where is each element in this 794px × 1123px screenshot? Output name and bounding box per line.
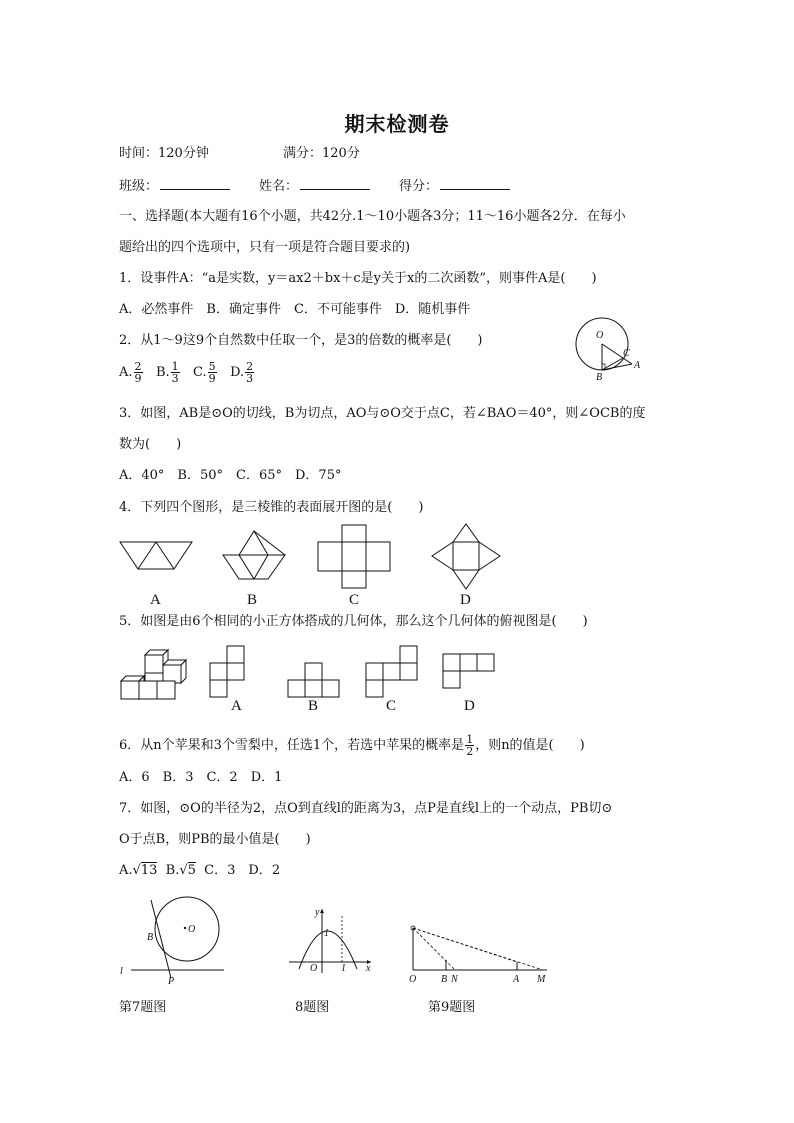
name-blank[interactable] xyxy=(300,177,370,190)
fig9 xyxy=(405,920,550,985)
q4-stem: 4．下列四个图形，是三棱锥的表面展开图的是( ) xyxy=(119,500,424,515)
q4-net-b xyxy=(223,531,285,579)
q6-stem: 6．从n个苹果和3个雪梨中，任选1个，若选中苹果的概率是 $\frac{1}{2}$ ，则n的值是( ) xyxy=(119,733,585,758)
q2-option-b: B. $\frac{1}{3}$ xyxy=(155,360,179,385)
fig9-label-b: B xyxy=(441,974,448,985)
q5-view-d xyxy=(443,654,494,688)
fig9-line-to-n xyxy=(413,928,455,970)
section1-line2: 题给出的四个选项中，只有一项是符合题目要求的) xyxy=(119,240,411,255)
fig9-label-n: N xyxy=(451,974,458,985)
fig8-label-origin: O xyxy=(310,963,318,974)
q5-caption-b: B xyxy=(308,698,319,714)
fig7-label-p: P xyxy=(168,976,175,987)
q5-view-b xyxy=(288,663,339,697)
class-field xyxy=(119,177,230,195)
fig7-center-dot xyxy=(184,927,186,929)
section1-line1: 一、选择题(本大题有16个小题，共42分.1～10小题各3分；11～16小题各2分．在每小 xyxy=(119,209,626,224)
q2-option-d: D. $\frac{2}{3}$ xyxy=(230,360,254,385)
full-score: 满分：120分 xyxy=(283,146,360,161)
q5-stem: 5．如图是由6个相同的小正方体搭成的几何体，那么这个几何体的俯视图是( ) xyxy=(119,614,588,629)
q3-label-b: B xyxy=(596,372,603,383)
q4-net-a xyxy=(120,542,192,569)
q7-line2: O于点B，则PB的最小值是( ) xyxy=(119,832,311,847)
name-label: 姓名： xyxy=(259,179,299,194)
q4-caption-d: D xyxy=(460,592,471,608)
fig8-label-y: y xyxy=(315,907,320,918)
q6-options: A．6 B．3 C．2 D．1 xyxy=(119,770,283,785)
q3-line1: 3．如图，AB是⊙O的切线，B为切点，AO与⊙O交于点C，若∠BAO＝40°，则∠OCB的度 xyxy=(119,406,646,421)
q3-options: A．40° B．50° C．65° D．75° xyxy=(119,468,342,483)
fig8-label-one-x: 1 xyxy=(341,963,346,974)
points-label: 得分： xyxy=(399,179,439,194)
q5-caption-d: D xyxy=(464,698,475,714)
q3-figure xyxy=(570,318,650,383)
q2-options xyxy=(119,361,255,384)
fig8 xyxy=(285,905,375,975)
fig7-label-o: O xyxy=(188,924,196,935)
fig9-caption: 第9题图 xyxy=(428,1000,476,1015)
fig7-label-l: l xyxy=(120,966,123,977)
q3-line2: 数为( ) xyxy=(119,437,182,452)
fig7-tangent xyxy=(151,900,171,978)
q3-label-a: A xyxy=(634,360,641,371)
class-label: 班级： xyxy=(119,179,159,194)
q2-option-c: C. $\frac{5}{9}$ xyxy=(193,360,216,385)
q5-view-c xyxy=(366,646,417,697)
page-title: 期末检测卷 xyxy=(344,112,450,136)
fig8-caption: 8题图 xyxy=(295,1000,330,1015)
q5-solid xyxy=(121,650,186,699)
q5-caption-c: C xyxy=(386,698,397,714)
points-blank[interactable] xyxy=(440,177,510,190)
q4-caption-b: B xyxy=(247,592,258,608)
q4-figures xyxy=(119,523,504,595)
q1-stem: 1．设事件A：“a是实数，y＝ax2＋bx＋c是y关于x的二次函数”，则事件A是( ) xyxy=(119,271,597,286)
class-blank[interactable] xyxy=(160,177,230,190)
fig9-label-m: M xyxy=(537,974,546,985)
q2-stem: 2．从1～9这9个自然数中任取一个，是3的倍数的概率是( ) xyxy=(119,333,483,348)
q4-net-d xyxy=(432,524,500,589)
fig7-caption: 第7题图 xyxy=(119,1000,167,1015)
q5-view-a xyxy=(210,646,244,697)
q3-label-o: O xyxy=(596,330,604,341)
q2-option-a: A. $\frac{2}{9}$ xyxy=(119,360,142,385)
q4-net-c xyxy=(318,525,390,588)
q1-options: A．必然事件 B．确定事件 C．不可能事件 D．随机事件 xyxy=(119,302,471,317)
fig9-label-a: A xyxy=(513,974,520,985)
points-field xyxy=(399,177,510,195)
q5-figures xyxy=(119,645,499,700)
fig9-label-o: O xyxy=(409,974,417,985)
fig7 xyxy=(119,890,229,985)
q7-line1: 7．如图，⊙O的半径为2，点O到直线l的距离为3，点P是直线l上的一个动点，PB切⊙ xyxy=(119,801,613,816)
time-limit: 时间：120分钟 xyxy=(119,146,209,161)
q3-label-c: C xyxy=(623,348,630,359)
q7-options: A.√13 B.√5 C．3 D．2 xyxy=(119,863,281,878)
fig8-label-x: x xyxy=(366,963,371,974)
fig8-label-one-y: 1 xyxy=(324,928,329,939)
q4-caption-a: A xyxy=(150,592,161,608)
q5-caption-a: A xyxy=(231,698,242,714)
name-field xyxy=(259,177,370,195)
fig7-label-b: B xyxy=(147,932,154,943)
q4-caption-c: C xyxy=(349,592,360,608)
